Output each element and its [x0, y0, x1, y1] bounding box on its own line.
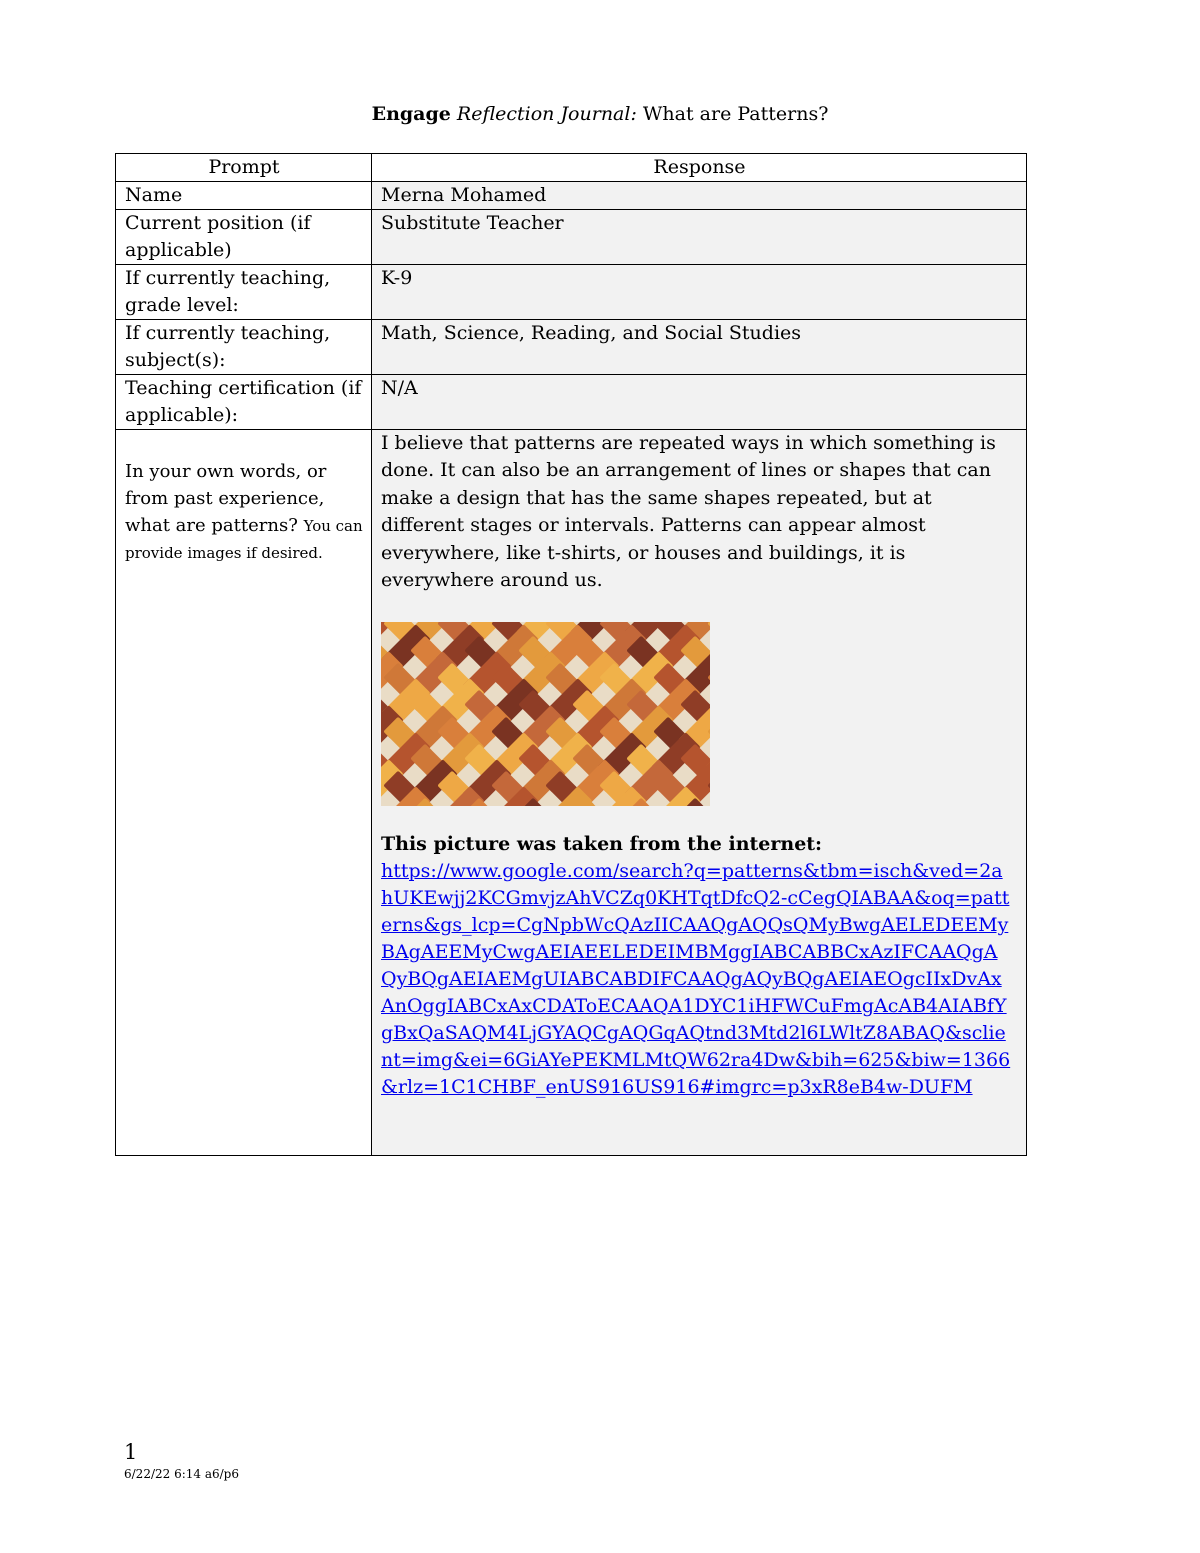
- header-response: Response: [372, 154, 1027, 182]
- prompt-cell: Teaching certification (if applicable):: [116, 375, 372, 430]
- document-title: [0, 100, 1200, 128]
- prompt-cell: If currently teaching, subject(s):: [116, 320, 372, 375]
- patterns-prompt-note: You can provide images if desired.: [125, 517, 363, 562]
- title-bold: Engage: [371, 103, 451, 125]
- reflection-table: [115, 153, 1027, 1156]
- title-italic: Reflection Journal:: [456, 103, 637, 125]
- brick-pattern-image: [381, 622, 710, 806]
- image-source-link[interactable]: https://www.google.com/search?q=patterns&tbm=isch&ved=2ahUKEwjj2KCGmvjzAhVCZq0KHTqtDfcQ2-cCegQIABAA&oq=patterns&gs_lcp=CgNpbWcQAzIICAAQgAQQsQMyBwgAELEDEEMyBAgAEEMyCwgAEIAEELEDEIMBMggIABCABBCxAzIFCAAQgAQyBQgAEIAEMgUIABCABDIFCAAQgAQyBQgAEIAEOgcIIxDvAxAnOggIABCxAxCDAToECAAQA1DYC1iHFWCuFmgAcAB4AIABfYgBxQaSAQM4LjGYAQCgAQGqAQtnd3Mtd2l6LWltZ8ABAQ&sclient=img&ei=6GiAYePEKMLMtQW62ra4Dw&bih=625&biw=1366&rlz=1C1CHBF_enUS916US916#imgrc=p3xR8eB4w-DUFM: [381, 860, 1011, 1099]
- patterns-prompt: [125, 430, 363, 566]
- table-row: [116, 265, 1027, 320]
- prompt-cell: Current position (if applicable): [116, 210, 372, 265]
- patterns-prompt-main: In your own words, or from past experience, what are patterns?: [125, 461, 327, 536]
- table-row: [116, 320, 1027, 375]
- title-rest: What are Patterns?: [642, 103, 829, 125]
- response-cell: Math, Science, Reading, and Social Studies: [372, 320, 1027, 375]
- response-cell: [372, 430, 1027, 1156]
- table-row-patterns: [116, 430, 1027, 1156]
- image-credit: This picture was taken from the internet:: [381, 833, 823, 856]
- page-number: 1: [124, 1440, 138, 1464]
- table-row: [116, 182, 1027, 210]
- prompt-cell: If currently teaching, grade level:: [116, 265, 372, 320]
- response-cell: N/A: [372, 375, 1027, 430]
- response-cell: K-9: [372, 265, 1027, 320]
- prompt-cell: [116, 430, 372, 1156]
- response-cell: Merna Mohamed: [372, 182, 1027, 210]
- response-cell: Substitute Teacher: [372, 210, 1027, 265]
- table-header-row: [116, 154, 1027, 182]
- table-row: [116, 375, 1027, 430]
- table-row: [116, 210, 1027, 265]
- patterns-response-text: I believe that patterns are repeated ways in which something is done. It can also be an arrangement of lines or shapes that can make a design that has the same shapes repeated, but at different stages or intervals. Patterns can appear almost everywhere, like t-shirts, or houses and buildings, it is everywhere around us.: [381, 432, 996, 592]
- prompt-cell: Name: [116, 182, 372, 210]
- header-prompt: Prompt: [116, 154, 372, 182]
- footer-stamp: 6/22/22 6:14 a6/p6: [124, 1467, 239, 1481]
